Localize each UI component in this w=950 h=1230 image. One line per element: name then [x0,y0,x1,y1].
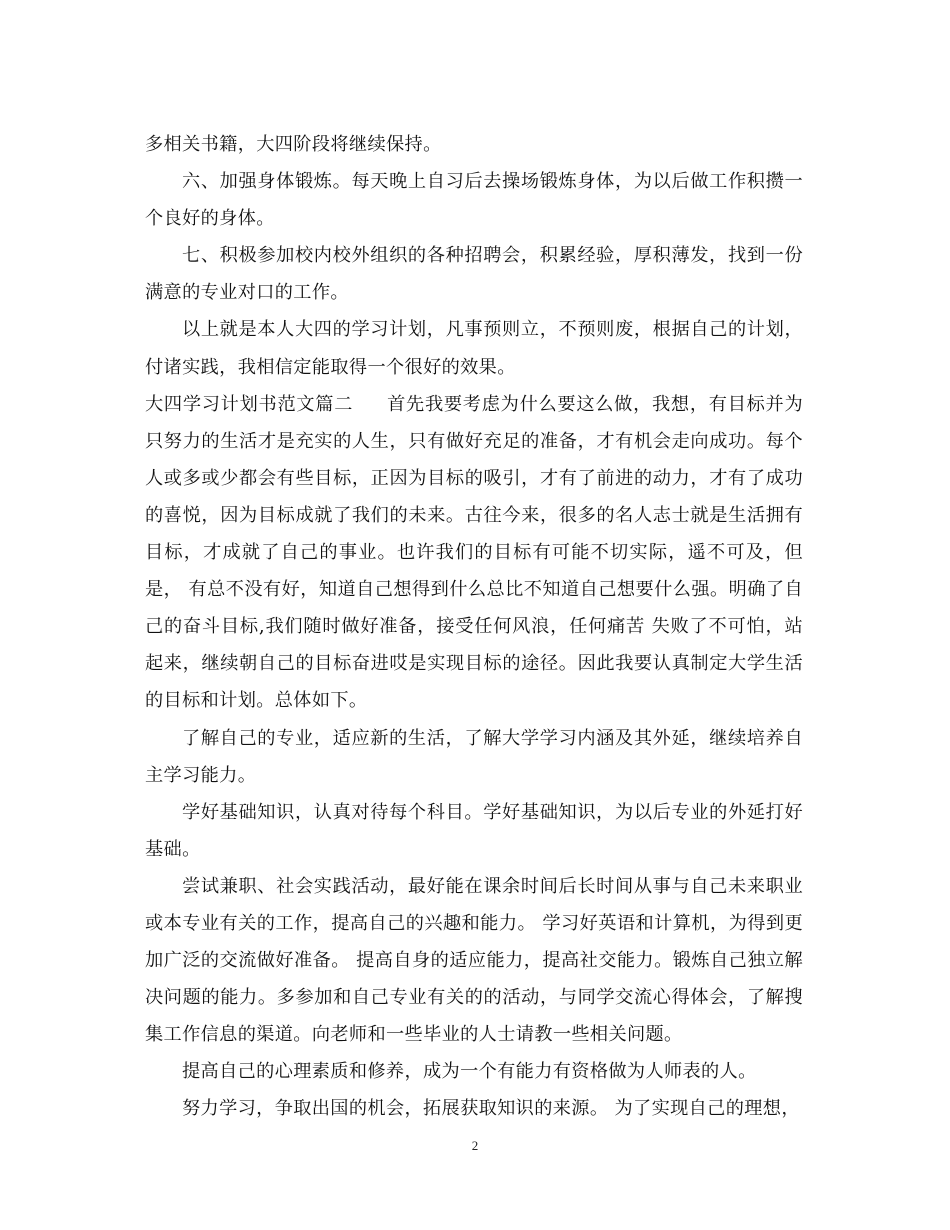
paragraph-summary: 以上就是本人大四的学习计划，凡事预则立，不预则废，根据自己的计划，付诸实践，我相信定能取得一个很好的效果。 [145,319,803,378]
paragraph-psychology: 提高自己的心理素质和修养，成为一个有能力有资格做为人师表的人。 [182,1061,757,1083]
paragraph-continuation: 多相关书籍，大四阶段将继续保持。 [145,134,442,155]
section-heading: 大四学习计划书范文篇二 [145,393,354,415]
body-text [145,126,803,1128]
section-intro-text: 首先我要考虑为什么要这么做，我想，有目标并为只努力的生活才是充实的人生，只有做好充足的准备，才有机会走向成功。每个人或多或少都会有些目标，正因为目标的吸引，才有了前进的动力，才有了成功的喜悦，因为目标成就了我们的未来。古往今来，很多的名人志士就是生活拥有目标，才成就了自己的事业。也许我们的目标有可能不切实际，遥不可及，但是， 有总不没有好，知道自己想得到什么总比不知道自己想要什么强。明确了自己的奋斗目标,我们随时做好准备，接受任何风浪，任何痛苦 失败了不可怕，站起来，继续朝自己的目标奋进哎是实现目标的途径。因此我要认真制定大学生活的目标和计划。总体如下。 [145,393,803,712]
paragraph-basics: 学好基础知识，认真对待每个科目。学好基础知识，为以后专业的外延打好基础。 [145,801,803,860]
paragraph-study-abroad: 努力学习，争取出国的机会，拓展获取知识的来源。 为了实现自己的理想， [182,1098,800,1120]
paragraph-practice: 尝试兼职、社会实践活动，最好能在课余时间后长时间从事与自己未来职业或本专业有关的工作，提高自己的兴趣和能力。 学习好英语和计算机，为得到更加广泛的交流做好准备。 提高自身的适应能力，提高社交能力。锻炼自己独立解决问题的能力。多参加和自己专业有关的的活动，与同学交流心得体会，了解搜集工作信息的渠道。向老师和一些毕业的人士请教一些相关问题。 [145,875,803,1046]
paragraph-sample-two [145,386,803,720]
paragraph-job-fairs: 七、积极参加校内校外组织的各种招聘会，积累经验，厚积薄发，找到一份满意的专业对口的工作。 [145,245,803,304]
paragraph-major: 了解自己的专业，适应新的生活，了解大学学习内涵及其外延，继续培养自主学习能力。 [145,727,803,786]
paragraph-exercise: 六、加强身体锻炼。每天晚上自习后去操场锻炼身体，为以后做工作积攒一个良好的身体。 [145,171,803,230]
page-number: 2 [471,1138,479,1153]
